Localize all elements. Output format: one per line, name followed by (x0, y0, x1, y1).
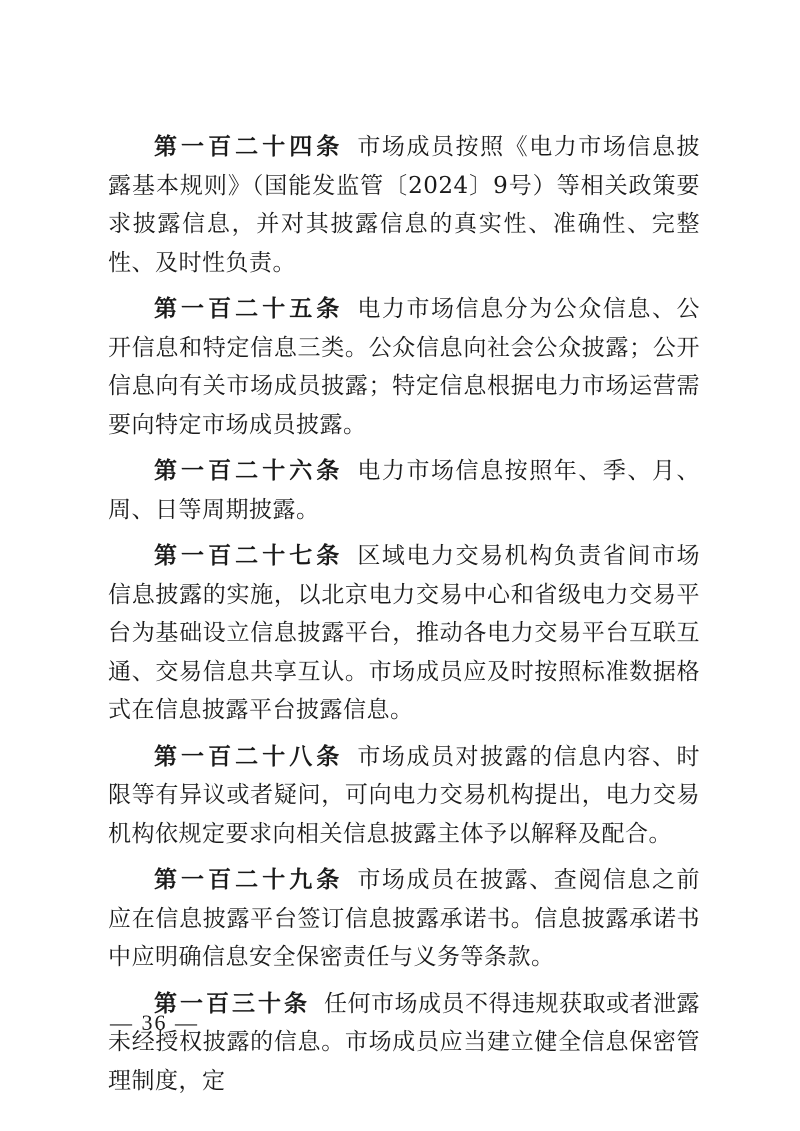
article-127 (108, 537, 700, 730)
article-text: 电力市场信息分为公众信息、公开信息和特定信息三类。公众信息向社会公众披露；公开信息向有关市场成员披露；特定信息根据电力市场运营需要向特定市场成员披露。 (108, 296, 701, 438)
article-number: 第一百二十九条 (154, 867, 344, 893)
article-129 (108, 861, 700, 977)
article-number: 第一百二十六条 (154, 458, 344, 484)
article-number: 第一百二十七条 (154, 543, 344, 569)
article-128 (108, 738, 700, 854)
article-124 (108, 128, 700, 282)
article-text: 市场成员对披露的信息内容、时限等有异议或者疑问，可向电力交易机构提出，电力交易机构依规定要求向相关信息披露主体予以解释及配合。 (108, 743, 701, 847)
page-number: — 36 — (110, 1010, 199, 1035)
article-text: 市场成员按照《电力市场信息披露基本规则》（国能发监管〔2024〕9号）等相关政策要求披露信息，并对其披露信息的真实性、准确性、完整性、及时性负责。 (108, 134, 701, 276)
article-text: 电力市场信息按照年、季、月、周、日等周期披露。 (108, 458, 701, 523)
article-text: 市场成员在披露、查阅信息之前应在信息披露平台签订信息披露承诺书。信息披露承诺书中应明确信息安全保密责任与义务等条款。 (108, 867, 701, 970)
article-125 (108, 290, 700, 444)
article-number: 第一百二十五条 (154, 296, 344, 322)
article-number: 第一百三十条 (154, 990, 310, 1017)
article-130 (108, 985, 700, 1101)
article-126 (108, 452, 700, 529)
document-body (108, 128, 700, 1108)
article-number: 第一百二十八条 (154, 743, 344, 770)
article-text: 任何市场成员不得违规获取或者泄露未经授权披露的信息。市场成员应当建立健全信息保密管理制度，定 (108, 990, 700, 1094)
article-number: 第一百二十四条 (154, 134, 344, 160)
article-text: 区域电力交易机构负责省间市场信息披露的实施，以北京电力交易中心和省级电力交易平台为基础设立信息披露平台，推动各电力交易平台互联互通、交易信息共享互认。市场成员应及时按照标准数据格式在信息披露平台披露信息。 (108, 543, 701, 723)
